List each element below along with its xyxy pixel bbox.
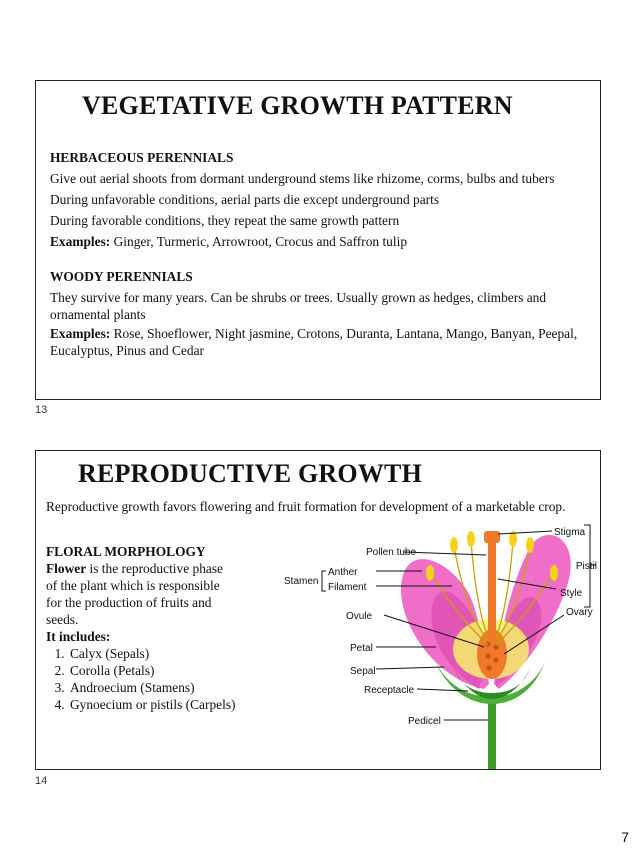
anther-shape xyxy=(450,537,458,553)
examples-line xyxy=(50,231,590,252)
label-ovule: Ovule xyxy=(346,611,373,622)
label-pistil: Pistil xyxy=(575,561,597,572)
parts-list xyxy=(46,645,236,713)
text-line: They survive for many years. Can be shrubs or trees. Usually grown as hedges, climbers and ornamental plants xyxy=(50,290,547,322)
list-item: 4. Gynoecium or pistils (Carpels) xyxy=(68,696,236,713)
label-stamen: Stamen xyxy=(284,576,319,587)
label-sepal: Sepal xyxy=(350,666,376,677)
ovule-dot xyxy=(486,665,491,670)
slide-number: 13 xyxy=(35,404,48,416)
examples-label: Examples: xyxy=(50,326,111,341)
floral-morphology-text xyxy=(46,543,236,713)
slide-title: VEGETATIVE GROWTH PATTERN xyxy=(82,91,513,120)
page-number: 7 xyxy=(621,829,629,845)
section-heading-floral: FLORAL MORPHOLOGY xyxy=(46,544,206,559)
slide-title: REPRODUCTIVE GROWTH xyxy=(78,459,422,488)
ovary-shape xyxy=(477,629,507,679)
list-item: 3. Androecium (Stamens) xyxy=(68,679,236,696)
includes-label: It includes: xyxy=(46,629,111,644)
section-heading-woody: WOODY PERENNIALS xyxy=(50,269,193,284)
slide-number: 14 xyxy=(35,775,48,787)
anther-shape xyxy=(526,537,534,553)
style-shape xyxy=(488,541,496,636)
flower-definition xyxy=(46,560,236,628)
label-anther: Anther xyxy=(328,567,358,578)
examples-text: Ginger, Turmeric, Arrowroot, Crocus and Saffron tulip xyxy=(110,234,408,249)
text-line: During favorable conditions, they repeat the same growth pattern xyxy=(50,213,400,228)
examples-line xyxy=(50,325,590,359)
section-heading-herbaceous: HERBACEOUS PERENNIALS xyxy=(50,150,234,165)
label-ovary: Ovary xyxy=(566,607,593,618)
stigma-shape xyxy=(484,531,500,543)
slide-vegetative-growth xyxy=(35,80,601,400)
ovule-dot xyxy=(485,653,490,658)
label-pollen-tube: Pollen tube xyxy=(366,547,417,558)
label-filament: Filament xyxy=(328,582,367,593)
label-petal: Petal xyxy=(350,643,373,654)
slide-reproductive-growth xyxy=(35,450,601,770)
label-style: Style xyxy=(560,588,583,599)
anther-shape xyxy=(467,531,475,547)
anther-shape xyxy=(550,565,558,581)
pedicel-stem xyxy=(488,694,496,769)
label-pedicel: Pedicel xyxy=(408,716,441,727)
text-line: During unfavorable conditions, aerial parts die except underground parts xyxy=(50,192,440,207)
intro-text: Reproductive growth favors flowering and fruit formation for development of a marketable crop. xyxy=(46,499,566,514)
label-receptacle: Receptacle xyxy=(364,685,415,696)
ovule-dot xyxy=(493,657,498,662)
examples-label: Examples: xyxy=(50,234,111,249)
ovule-dot xyxy=(493,644,498,649)
list-item: 2. Corolla (Petals) xyxy=(68,662,236,679)
list-item: 1. Calyx (Sepals) xyxy=(68,645,236,662)
slide-body xyxy=(50,147,590,361)
examples-text: Rose, Shoeflower, Night jasmine, Crotons, Duranta, Lantana, Mango, Banyan, Peepal, Eucalyptus, Pinus and Cedar xyxy=(50,326,578,358)
text-line: Give out aerial shoots from dormant underground stems like rhizome, corms, bulbs and tubers xyxy=(50,171,555,186)
flower-diagram xyxy=(284,519,600,769)
label-stigma: Stigma xyxy=(554,527,586,538)
anther-shape xyxy=(426,565,434,581)
flower-word: Flower xyxy=(46,561,87,576)
flower-text: is the reproductive phase of the plant which is responsible for the production of fruits and seeds. xyxy=(46,561,223,627)
